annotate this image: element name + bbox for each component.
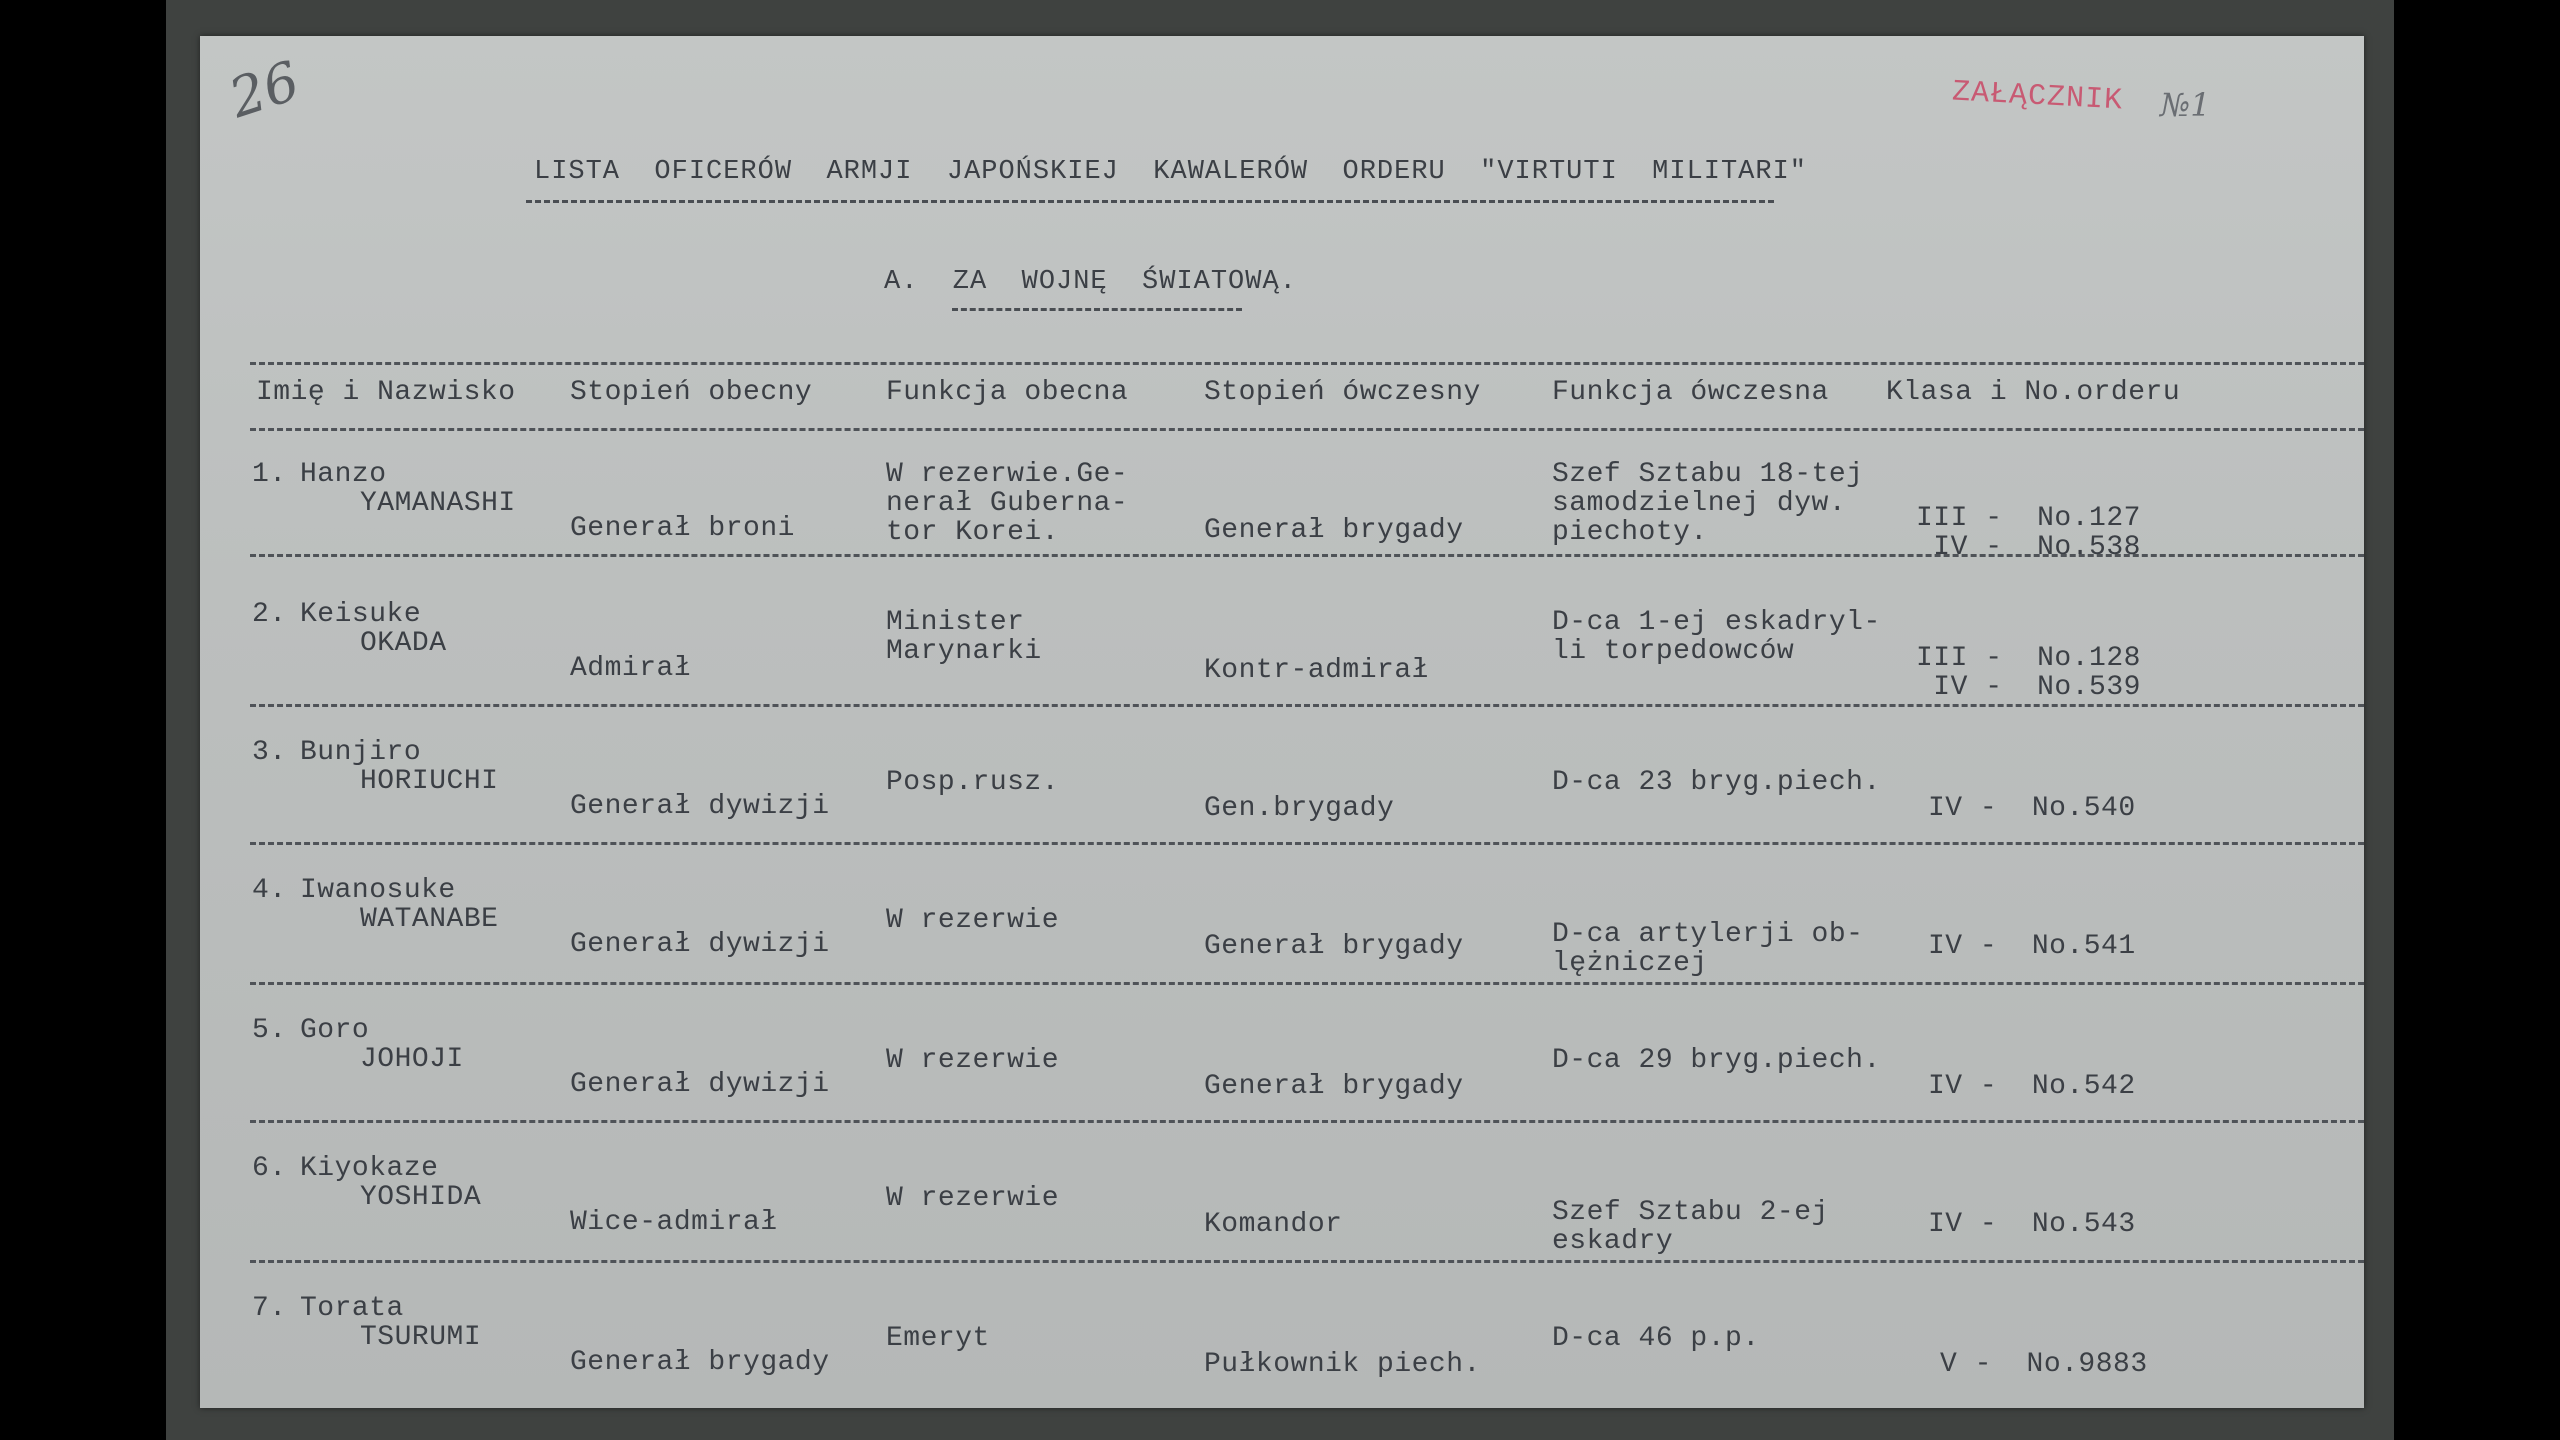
cell-first-name: Hanzo	[300, 459, 387, 490]
row-number: 5.	[252, 1015, 287, 1046]
attachment-number-handwritten: №1	[2160, 86, 2211, 124]
row-number: 7.	[252, 1293, 287, 1324]
cell-rank-then: Generał brygady	[1204, 1071, 1464, 1102]
row-divider	[250, 842, 2364, 845]
cell-function-then: D-ca 23 bryg.piech.	[1552, 767, 1881, 798]
cell-function-now: W rezerwie.Ge- nerał Guberna- tor Korei.	[886, 459, 1129, 548]
cell-first-name: Torata	[300, 1293, 404, 1324]
section-underline	[952, 308, 1242, 311]
cell-first-name: Iwanosuke	[300, 875, 456, 906]
header-order-class: Klasa i No.orderu	[1886, 377, 2181, 408]
cell-function-then: Szef Sztabu 2-ej eskadry	[1552, 1197, 1829, 1257]
cell-function-then: D-ca 46 p.p.	[1552, 1323, 1760, 1354]
cell-last-name: OKADA	[360, 628, 447, 659]
cell-rank-then: Generał brygady	[1204, 515, 1464, 546]
cell-function-now: Minister Marynarki	[886, 607, 1042, 667]
row-divider	[250, 704, 2364, 707]
cell-rank-then: Kontr-admirał	[1204, 655, 1429, 686]
cell-rank-then: Gen.brygady	[1204, 793, 1395, 824]
cell-rank-now: Generał broni	[570, 513, 795, 544]
cell-rank-now: Generał dywizji	[570, 791, 830, 822]
cell-rank-now: Admirał	[570, 653, 692, 684]
header-function-then: Funkcja ówczesna	[1552, 377, 1829, 408]
cell-last-name: WATANABE	[360, 904, 499, 935]
cell-function-then: D-ca artylerji ob- lężniczej	[1552, 919, 1864, 979]
row-number: 4.	[252, 875, 287, 906]
page-number-handwritten: 26	[221, 48, 307, 131]
attachment-stamp: ZAŁĄCZNIK	[1951, 75, 2124, 119]
header-bottom-rule	[250, 428, 2364, 431]
table-top-rule	[250, 362, 2364, 365]
cell-last-name: YAMANASHI	[360, 488, 516, 519]
cell-order-class: III - No.128 IV - No.539	[1916, 643, 2141, 703]
cell-function-now: Emeryt	[886, 1323, 990, 1354]
cell-last-name: HORIUCHI	[360, 766, 499, 797]
row-divider	[250, 1260, 2364, 1263]
cell-first-name: Kiyokaze	[300, 1153, 439, 1184]
cell-function-then: Szef Sztabu 18-tej samodzielnej dyw. piechoty.	[1552, 459, 1864, 548]
header-name: Imię i Nazwisko	[256, 377, 516, 408]
cell-order-class: V - No.9883	[1940, 1349, 2148, 1380]
cell-rank-then: Komandor	[1204, 1209, 1343, 1240]
row-number: 2.	[252, 599, 287, 630]
cell-rank-then: Pułkownik piech.	[1204, 1349, 1481, 1380]
cell-last-name: TSURUMI	[360, 1322, 482, 1353]
header-rank-now: Stopień obecny	[570, 377, 813, 408]
document-title: LISTA OFICERÓW ARMJI JAPOŃSKIEJ KAWALERÓW ORDERU "VIRTUTI MILITARI"	[534, 157, 1807, 187]
cell-order-class: IV - No.543	[1928, 1209, 2136, 1240]
row-divider	[250, 554, 2364, 557]
cell-rank-now: Generał dywizji	[570, 929, 830, 960]
cell-rank-then: Generał brygady	[1204, 931, 1464, 962]
cell-order-class: IV - No.541	[1928, 931, 2136, 962]
header-function-now: Funkcja obecna	[886, 377, 1129, 408]
row-number: 3.	[252, 737, 287, 768]
header-rank-then: Stopień ówczesny	[1204, 377, 1481, 408]
cell-function-now: W rezerwie	[886, 1045, 1060, 1076]
row-number: 1.	[252, 459, 287, 490]
cell-function-now: Posp.rusz.	[886, 767, 1060, 798]
cell-function-now: W rezerwie	[886, 1183, 1060, 1214]
cell-last-name: YOSHIDA	[360, 1182, 482, 1213]
cell-rank-now: Generał brygady	[570, 1347, 830, 1378]
cell-rank-now: Generał dywizji	[570, 1069, 830, 1100]
cell-order-class: IV - No.542	[1928, 1071, 2136, 1102]
cell-rank-now: Wice-admirał	[570, 1207, 778, 1238]
row-divider	[250, 1120, 2364, 1123]
cell-first-name: Goro	[300, 1015, 370, 1046]
row-number: 6.	[252, 1153, 287, 1184]
cell-order-class: IV - No.540	[1928, 793, 2136, 824]
row-divider	[250, 982, 2364, 985]
section-heading: A. ZA WOJNĘ ŚWIATOWĄ.	[884, 267, 1297, 297]
cell-first-name: Keisuke	[300, 599, 422, 630]
cell-function-then: D-ca 1-ej eskadryl- li torpedowców	[1552, 607, 1881, 667]
title-underline	[526, 200, 1774, 203]
cell-function-then: D-ca 29 bryg.piech.	[1552, 1045, 1881, 1076]
cell-last-name: JOHOJI	[360, 1044, 464, 1075]
document-page	[200, 36, 2364, 1408]
cell-first-name: Bunjiro	[300, 737, 422, 768]
cell-function-now: W rezerwie	[886, 905, 1060, 936]
cell-order-class: III - No.127 IV - No.538	[1916, 503, 2141, 563]
